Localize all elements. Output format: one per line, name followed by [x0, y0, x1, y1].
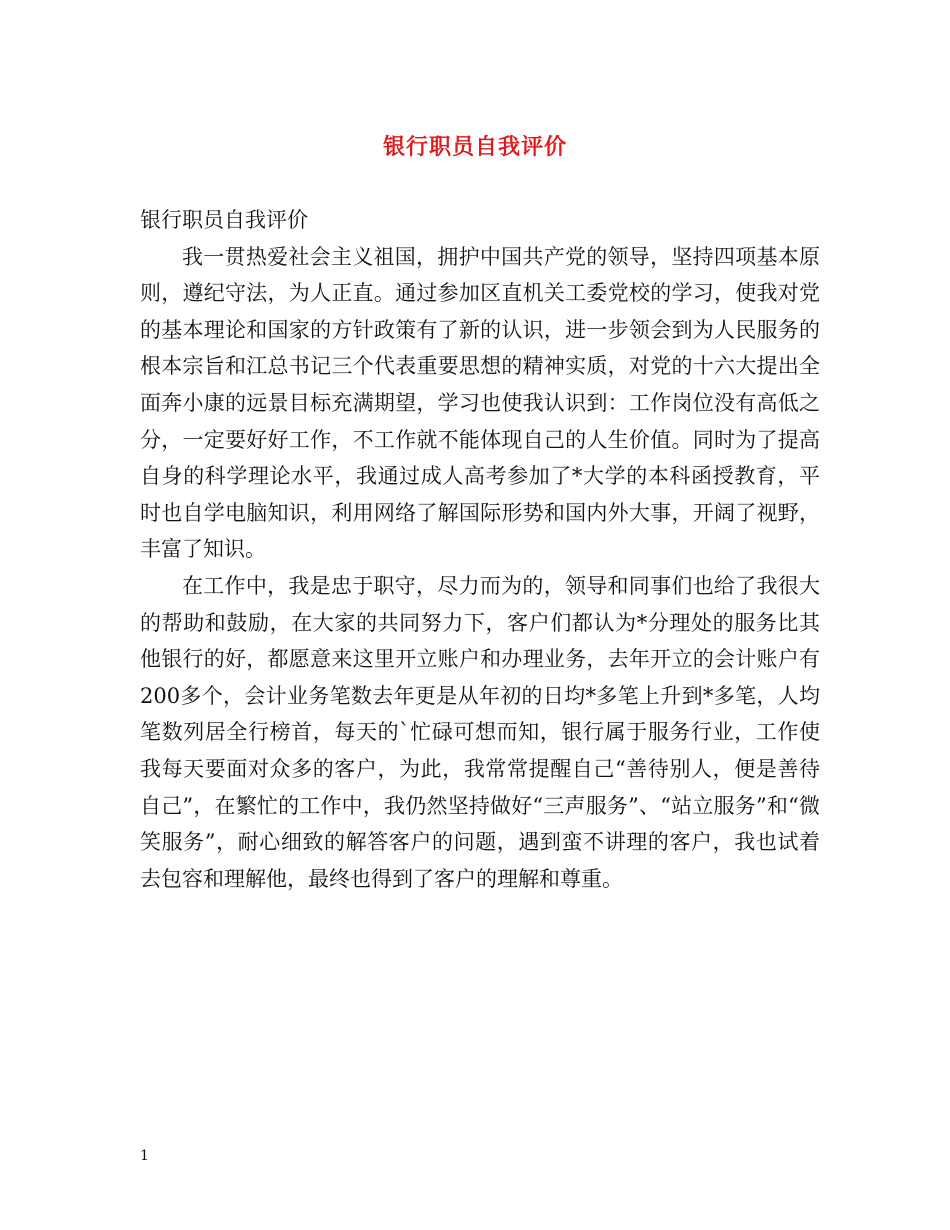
document-title: 银行职员自我评价	[382, 134, 567, 160]
paragraph-1: 我一贯热爱社会主义祖国，拥护中国共产党的领导，坚持四项基本原则，遵纪守法，为人正直。通过参加区直机关工委党校的学习，使我对党的基本理论和国家的方针政策有了新的认识，进一步领会到为人民服务的根本宗旨和江总书记三个代表重要思想的精神实质，对党的十六大提出全面奔小康的远景目标充满期望，学习也使我认识到：工作岗位没有高低之分，一定要好好工作，不工作就不能体现自己的人生价值。同时为了提高自身的科学理论水平，我通过成人高考参加了*大学的本科函授教育，平时也自学电脑知识，利用网络了解国际形势和国内外大事，开阔了视野，丰富了知识。	[140, 244, 820, 562]
page-number: 1	[140, 1148, 149, 1164]
document-body	[140, 202, 820, 897]
document-subtitle: 银行职员自我评价	[140, 208, 308, 232]
paragraph-2: 在工作中，我是忠于职守，尽力而为的，领导和同事们也给了我很大的帮助和鼓励，在大家的共同努力下，客户们都认为*分理处的服务比其他银行的好，都愿意来这里开立账户和办理业务，去年开立的会计账户有200多个，会计业务笔数去年更是从年初的日均*多笔上升到*多笔，人均笔数列居全行榜首，每天的`忙碌可想而知，银行属于服务行业，工作使我每天要面对众多的客户，为此，我常常提醒自己“善待别人，便是善待自己”，在繁忙的工作中，我仍然坚持做好“三声服务”、“站立服务”和“微笑服务”，耐心细致的解答客户的问题，遇到蛮不讲理的客户，我也试着去包容和理解他，最终也得到了客户的理解和尊重。	[140, 573, 820, 891]
